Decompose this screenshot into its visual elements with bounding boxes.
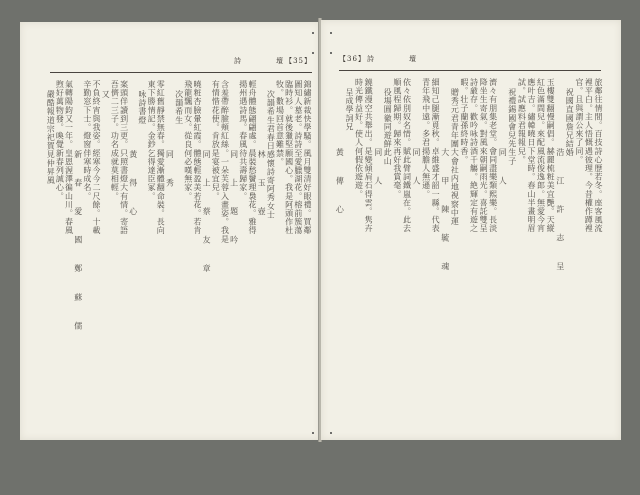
- poem-text-line: 錦繡新裁快學騷。風月雙清好眼禮。買鄰: [303, 80, 312, 235]
- poem-text-line: 順風程歸期。歸來再好我賞毫。: [392, 78, 402, 199]
- right-page-text-columns: [335, 78, 603, 423]
- right-page-header: [339, 54, 601, 68]
- poem-title-line: 呈成學詞兄: [344, 88, 354, 131]
- poem-text-line: 案頭伴讀到三更。只照書燈大有情。寄語: [119, 80, 129, 235]
- poem-text-line: 有情惜花使。肯放是宴被宜兒。: [211, 80, 221, 201]
- poem-text-line: 吾儕二三子。功名成就莫相輕。: [110, 80, 120, 201]
- poem-text-line: 降坐生寄氣。對風來朝嗣雨光。喜託雙呈: [479, 78, 489, 233]
- right-page: [321, 20, 621, 440]
- poem-text-line: 煦好萬物發。喚覺新春列誠心。: [55, 80, 65, 201]
- poem-title-line: 次韻希生君春日感懷詩寄阿秀女士: [266, 90, 276, 219]
- poem-text-line: 裡平白。主人悟慨遇彼理。今昔權作蹲裡: [584, 78, 594, 233]
- poem-author-line: 同 人: [498, 148, 508, 194]
- scan-speck: [330, 32, 332, 34]
- poem-title-line: 祝禮錫國會兒先生子: [507, 88, 517, 166]
- poem-author-line: 新 春 愛 國 鄭 蘇 儒: [73, 150, 83, 339]
- running-title-char-1: 詩: [234, 57, 242, 65]
- poem-text-line: 濟々有朋集老堂。會同盡樂類熙樂。長淡: [488, 78, 498, 233]
- poem-text-line: 暇。壮子蘭孫終時香。: [459, 78, 469, 164]
- poem-text-line: 飛龍飄而女。從良何必嘆無家。: [183, 80, 193, 201]
- poem-text-line: 詩厳存。歡吟咏詩酒千觴。絶輝定有遊之: [469, 78, 479, 233]
- scan-speck: [312, 32, 314, 34]
- scan-speck: [312, 52, 314, 54]
- poem-text-line: 官。且與謂公來了同。: [574, 78, 584, 164]
- poem-author-line: 同 人: [373, 148, 383, 194]
- poem-text-line: 鐃鐵漫空共舉出。是變傾肩石得雲。隽卉: [364, 78, 374, 233]
- poem-text-line: 依々依別奴名惜。賦此臂詞鐵嵐在。此去: [402, 78, 412, 233]
- poem-text-line: 輕舟體態翩翩處。晨裝愁鬢理裊花。雅得: [247, 80, 257, 235]
- poem-author-line: 同 秀: [165, 150, 175, 196]
- poem-text-line: 東下勝情記。金鈔乞得達臣冢。: [147, 80, 157, 201]
- running-title-char-2: 壇: [276, 57, 284, 65]
- poem-text-line: 細知己腿漸覓秋。卓維盛才韶一縣。代表: [431, 78, 441, 233]
- poem-author-line: 浩 江 許 志 呈: [555, 148, 565, 280]
- poem-text-line: 玉樓雙翻慢嗣倡。赫麗梳粧美宜艷。天縱: [546, 78, 556, 233]
- header-rule: [339, 70, 601, 72]
- page-number: 【36】: [339, 55, 366, 63]
- poem-text-line: 不負終宵與我姿。經寒今今二尺餘。十載: [92, 80, 102, 235]
- running-title-char-2: 壇: [409, 55, 417, 63]
- poem-text-line: 曉粧杏臉暈紅霞。體態輕盈美若花。若肯: [192, 80, 202, 235]
- poem-text-line: 牧。數場回首意難禁。: [275, 80, 285, 166]
- scan-speck: [330, 432, 332, 434]
- poem-text-line: 揚州遇詩馬。春風待共壽歸家。: [238, 80, 248, 201]
- poem-author-line: 同 上 題 吟: [229, 150, 239, 253]
- poem-title-line: 又: [101, 90, 111, 99]
- poem-text-line: 含羞帶醉臉頰紅絲。一朵芙蓉入畫姿。我是: [220, 80, 230, 244]
- poem-text-line: 紅色滿間兒。來配風流俊逸郎。無愛今宵: [536, 78, 546, 233]
- poem-text-line: 氣轉陽鈞又一年。皇恩渥澤徧山川。春風: [64, 80, 74, 235]
- left-page-text-columns: [46, 80, 312, 425]
- poem-title-line: 祝國直國詹兄結婚: [565, 88, 575, 157]
- page-number: 【35】: [285, 57, 312, 65]
- poem-author-line: 林 玉 壺: [257, 150, 267, 225]
- poem-text-line: 試。試應料君報報兒。: [517, 78, 527, 164]
- left-page: [20, 22, 320, 440]
- poem-text-line: 辛勤窓下士。燈窗伴寒時成名。: [82, 80, 92, 201]
- poem-title-line: 咏詩書燈: [137, 90, 147, 125]
- running-title-char-1: 詩: [367, 55, 375, 63]
- poem-text-line: 應叶吉。繡幃曉日下堂時。春山半畫明眉: [526, 78, 536, 233]
- poem-text-line: 臨時衫。就後獵堅願國心。我是阿頭作杜: [284, 80, 294, 235]
- poem-text-line: 零紅舊靜禁無春。獨愛漸體翻命裝。長向: [156, 80, 166, 235]
- poem-text-line: 旅鄰往情間。百技詩心歷若冬。座客風流: [594, 78, 603, 233]
- poem-text-line: 圖知人墓老。詩詩至愛臘湖花。榕前簇蕩: [293, 80, 303, 235]
- poem-author-line: 同 上 蔡 友 章: [202, 150, 212, 282]
- scan-speck: [312, 432, 314, 434]
- poem-text-line: 青年飛中遠。多君揚膽人無遜。: [421, 78, 431, 199]
- poem-title-line: 嚴酷報道宗祀賀見仲昇風: [46, 90, 56, 185]
- poem-author-line: 大 甲 陳 毓 魂: [440, 148, 450, 280]
- header-rule: [50, 72, 312, 74]
- left-page-header: [50, 56, 312, 70]
- poem-title-line: 次韻希生: [174, 90, 184, 125]
- poem-author-line: 黃 傳 心: [335, 148, 345, 223]
- poem-author-line: 黃 得 心: [128, 150, 138, 225]
- poem-author-line: 同 人: [412, 148, 422, 194]
- scan-speck: [330, 52, 332, 54]
- poem-title-line: 役場圓徽同遊鮮此山: [383, 88, 393, 166]
- poem-text-line: 時光傳益好。使人何假依遊遊。: [354, 78, 364, 199]
- poem-title-line: 贈秀元君青年團大會社内地視察中運: [450, 88, 460, 226]
